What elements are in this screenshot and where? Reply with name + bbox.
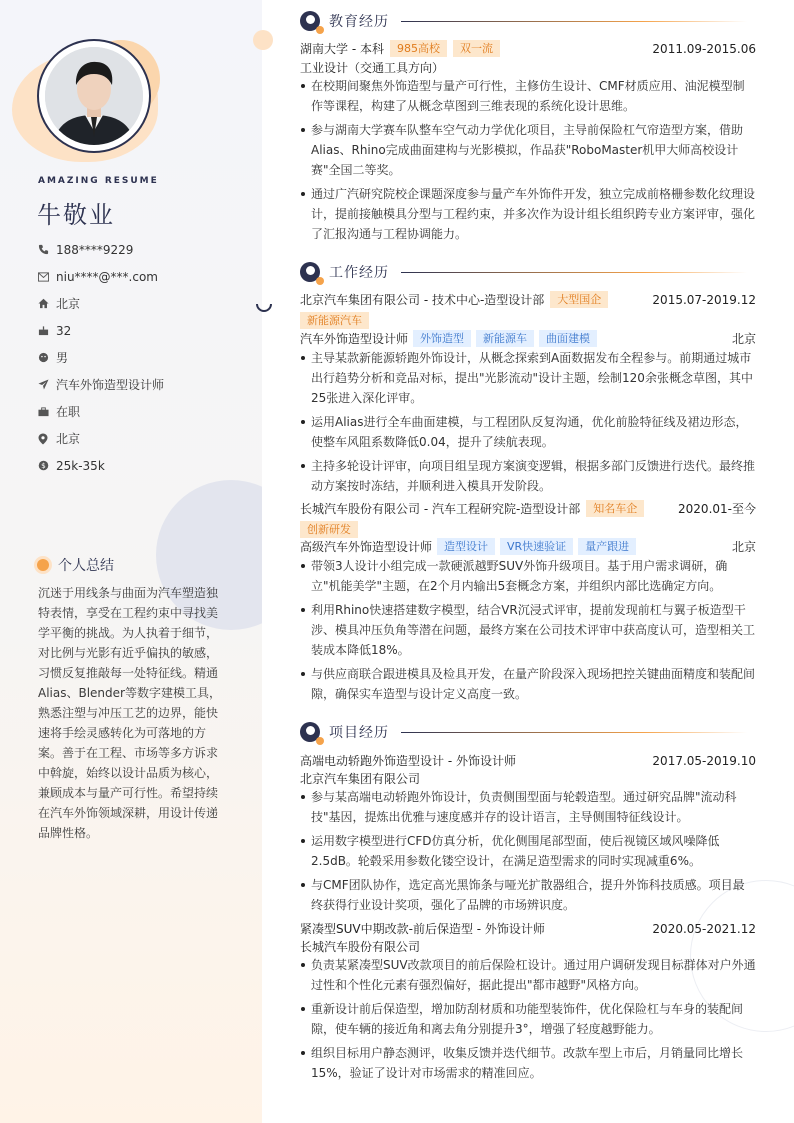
bullet-item: 带领3人设计小组完成一款硬派越野SUV外饰升级项目。基于用户需求调研，确立"机能美学"主题，在2个月内输出5套概念方案，并组织内部比选确定方向。 xyxy=(300,556,756,596)
tag: 大型国企 xyxy=(550,291,608,308)
info-age xyxy=(38,317,164,344)
bullet-item: 通过广汽研究院校企课题深度参与量产车外饰件开发，独立完成前格栅参数化纹理设计，提前接触模具分型与工程约束，并多次作为设计组长组织跨专业方案评审，强化了汇报沟通与工程协调能力。 xyxy=(300,184,756,244)
info-text: niu****@***.com xyxy=(56,269,158,284)
projects-section-header xyxy=(300,722,756,742)
info-text: 男 xyxy=(56,351,69,365)
date-range: 2015.07-2019.12 xyxy=(652,292,756,307)
skill-tag: 新能源车 xyxy=(476,330,534,347)
skill-tag: 量产跟进 xyxy=(578,538,636,555)
avatar xyxy=(45,47,143,145)
summary-text: 沉迷于用线条与曲面为汽车塑造独特表情，享受在工程约束中寻找美学平衡的挑战。为人执着于细节，对比例与光影有近乎偏执的敏感，习惯反复推敲每一处特征线。精通Alias、Blender等数字建模工具，熟悉注塑与冲压工艺的边界，能快速将手绘灵感转化为可落地的方案。善于在工程、市场等多方诉求中斡旋，始终以设计品质为核心，兼顾成本与量产可行性。希望持续在汽车外饰领域深耕，用设计传递品牌性格。 xyxy=(38,586,221,840)
send-icon xyxy=(38,379,56,390)
major: 工业设计（交通工具方向） xyxy=(300,61,445,75)
svg-text:$: $ xyxy=(41,461,46,471)
skill-tag: 造型设计 xyxy=(437,538,495,555)
sidebar xyxy=(0,0,262,1123)
info-text: 32 xyxy=(56,323,72,338)
info-city xyxy=(38,290,164,317)
job-header xyxy=(300,500,756,517)
tag-row xyxy=(294,312,369,329)
info-text: 汽车外饰造型设计师 xyxy=(56,378,165,392)
info-salary xyxy=(38,452,164,479)
section-title: 教育经历 xyxy=(329,14,389,30)
tag: 双一流 xyxy=(453,40,500,57)
bullet-item: 运用Alias进行全车曲面建模，与工程团队反复沟通，优化前脸特征线及裙边形态，使整车风阻系数降低0.04，提升了续航表现。 xyxy=(300,412,756,452)
info-position xyxy=(38,371,164,398)
date-range: 2020.01-至今 xyxy=(678,502,756,516)
section-icon xyxy=(300,11,320,31)
skill-tag: VR快速验证 xyxy=(500,538,573,555)
info-status xyxy=(38,398,164,425)
project-name: 紧凑型SUV中期改款-前后保造型 - 外饰设计师 xyxy=(300,922,545,936)
skill-tag: 曲面建模 xyxy=(539,330,597,347)
job-role: 汽车外饰造型设计师 xyxy=(300,332,409,346)
skill-tag: 外饰造型 xyxy=(413,330,471,347)
job-city: 北京 xyxy=(731,332,756,346)
resume-tagline: AMAZING RESUME xyxy=(38,176,159,186)
bullet-item: 在校期间聚焦外饰造型与量产可行性，主修仿生设计、CMF材质应用、油泥模型制作等课程，构建了从概念草图到三维表现的系统化设计思维。 xyxy=(300,76,756,116)
section-title: 项目经历 xyxy=(329,725,389,741)
tag-row xyxy=(294,521,358,538)
job-role-row xyxy=(300,538,756,555)
info-email xyxy=(38,263,164,290)
bullet-item: 组织目标用户静态测评，收集反馈并迭代细节。改款车型上市后，月销量同比增长15%，验证了设计对市场需求的精准回应。 xyxy=(300,1043,756,1083)
bullet-item: 负责某紧凑型SUV改款项目的前后保险杠设计。通过用户调研发现目标群体对户外通过性和个性化元素有强烈偏好，据此提出"都市越野"风格方向。 xyxy=(300,955,756,995)
home-icon xyxy=(38,298,56,309)
summary-title: 个人总结 xyxy=(58,558,114,574)
gender-icon xyxy=(38,352,56,363)
section-divider xyxy=(401,21,747,22)
date-range: 2017.05-2019.10 xyxy=(652,753,756,768)
decor-circle xyxy=(253,30,273,50)
project-header xyxy=(300,752,756,769)
info-text: 在职 xyxy=(56,405,81,419)
bullet-item: 利用Rhino快速搭建数字模型，结合VR沉浸式评审，提前发现前杠与翼子板造型干涉、模具冲压负角等潜在问题，最终方案在公司技术评审中获高度认可，造型相关工装成本降低18%。 xyxy=(300,600,756,660)
bullet-item: 参与湖南大学赛车队整车空气动力学优化项目，主导前保险杠气帘造型方案，借助Alias、Rhino完成曲面建构与光影模拟，作品获"RoboMaster机甲大师高校设计赛"全国二等奖。 xyxy=(300,120,756,180)
contact-info-list xyxy=(38,236,164,479)
bullet-item: 参与某高端电动轿跑外饰设计，负责侧围型面与轮毂造型。通过研究品牌"流动科技"基因，提炼出优雅与速度感并存的设计语言，主导侧围特征线设计。 xyxy=(300,787,756,827)
section-divider xyxy=(401,732,747,733)
date-range: 2020.05-2021.12 xyxy=(652,921,756,936)
work-section-header xyxy=(300,262,756,282)
briefcase-icon xyxy=(38,407,56,417)
education-section-header xyxy=(300,11,756,31)
tag: 新能源汽车 xyxy=(300,312,369,329)
job-role-row xyxy=(300,330,756,347)
bullet-item: 运用数字模型进行CFD仿真分析，优化侧围尾部型面，使后视镜区域风噪降低2.5dB。轮毂采用参数化镂空设计，在满足造型需求的同时实现减重6%。 xyxy=(300,831,756,871)
project-org: 北京汽车集团有限公司 xyxy=(300,772,421,786)
project-org: 长城汽车股份有限公司 xyxy=(300,940,421,954)
section-icon xyxy=(300,722,320,742)
bullet-item: 主导某款新能源轿跑外饰设计，从概念探索到A面数据发布全程参与。前期通过城市出行趋势分析和竞品对标，提出"光影流动"设计主题，绘制120余张概念草图，其中25张进入深化评审。 xyxy=(300,348,756,408)
tag: 985高校 xyxy=(390,40,447,57)
tag: 创新研发 xyxy=(300,521,358,538)
section-divider xyxy=(401,272,747,273)
candidate-name: 牛敬业 xyxy=(37,201,115,229)
school-name: 湖南大学 - 本科 xyxy=(300,42,384,56)
avatar-frame xyxy=(37,39,151,153)
info-text: 25k-35k xyxy=(56,458,105,473)
info-phone xyxy=(38,236,164,263)
bullet-item: 与CMF团队协作，选定高光黑饰条与哑光扩散器组合，提升外饰科技质感。项目最终获得行业设计奖项，强化了品牌的市场辨识度。 xyxy=(300,875,756,915)
summary-heading xyxy=(37,555,114,575)
location-icon xyxy=(38,433,56,445)
info-text: 188****9229 xyxy=(56,242,134,257)
bullet-item: 与供应商联合跟进模具及检具开发，在量产阶段深入现场把控关键曲面精度和装配间隙，确保实车造型与设计定义高度一致。 xyxy=(300,664,756,704)
cake-icon xyxy=(38,325,56,336)
info-gender xyxy=(38,344,164,371)
job-city: 北京 xyxy=(731,540,756,554)
project-header xyxy=(300,920,756,937)
tag: 知名车企 xyxy=(586,500,644,517)
company-name: 北京汽车集团有限公司 - 技术中心-造型设计部 xyxy=(300,293,545,307)
bullet-item: 重新设计前后保造型，增加防刮材质和功能型装饰件，优化保险杠与车身的装配间隙，使车辆的接近角和离去角分别提升3°，增强了轻度越野能力。 xyxy=(300,999,756,1039)
project-name: 高端电动轿跑外饰造型设计 - 外饰设计师 xyxy=(300,754,516,768)
mail-icon xyxy=(38,272,56,282)
company-name: 长城汽车股份有限公司 - 汽车工程研究院-造型设计部 xyxy=(300,502,581,516)
info-text: 北京 xyxy=(56,432,81,446)
job-role: 高级汽车外饰造型设计师 xyxy=(300,540,433,554)
section-title: 工作经历 xyxy=(329,265,389,281)
section-icon xyxy=(300,262,320,282)
phone-icon xyxy=(38,244,56,255)
date-range: 2011.09-2015.06 xyxy=(652,41,756,56)
bullet-dot-icon xyxy=(37,559,49,571)
salary-icon xyxy=(38,460,56,471)
info-text: 北京 xyxy=(56,297,81,311)
job-header xyxy=(300,291,756,308)
bullet-item: 主持多轮设计评审，向项目组呈现方案演变逻辑，根据多部门反馈进行迭代。最终推动方案按时冻结，并顺利进入模具开发阶段。 xyxy=(300,456,756,496)
info-location xyxy=(38,425,164,452)
education-entry-header xyxy=(300,40,756,57)
